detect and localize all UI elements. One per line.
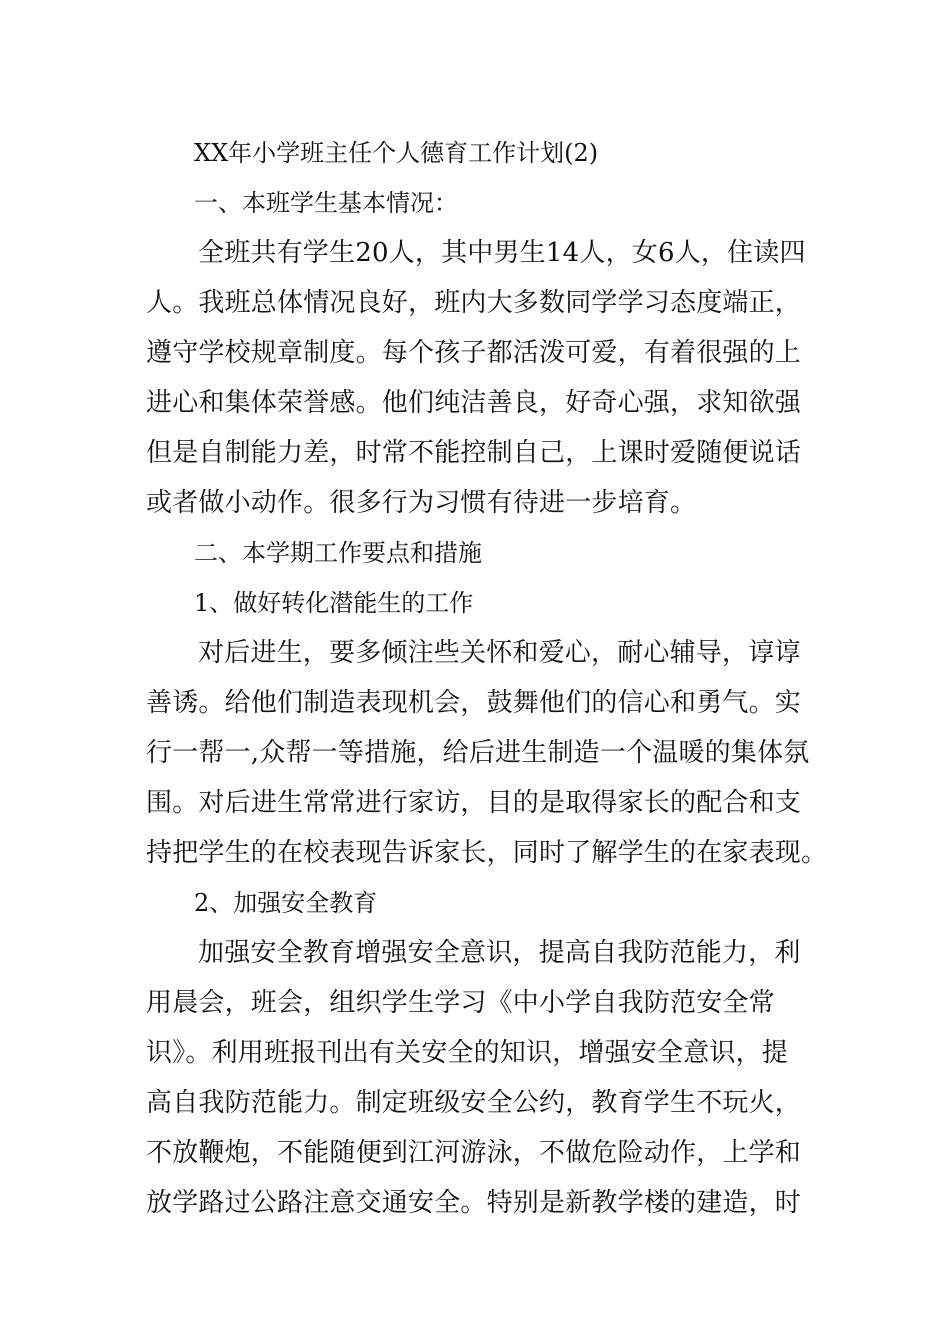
paragraph-line: 持把学生的在校表现告诉家长，同时了解学生的在家表现。 (146, 838, 828, 868)
paragraph-potential-students (146, 628, 828, 878)
paragraph-safety-education (146, 928, 806, 1228)
document-title: XX年小学班主任个人德育工作计划(2) (194, 139, 599, 167)
paragraph-line: 进心和集体荣誉感。他们纯洁善良，好奇心强，求知欲强 (146, 388, 802, 418)
paragraph-line: 全班共有学生20人，其中男生14人，女6人，住读四 (198, 238, 806, 268)
paragraph-line: 对后进生，要多倾注些关怀和爱心，耐心辅导，谆谆 (198, 638, 801, 668)
section-heading-basic-situation: 一、本班学生基本情况： (194, 189, 458, 217)
paragraph-line: 高自我防范能力。制定班级安全公约，教育学生不玩火， (146, 1088, 802, 1118)
document-body (146, 128, 828, 1228)
paragraph-line: 但是自制能力差，时常不能控制自己，上课时爱随便说话 (146, 438, 802, 468)
paragraph-line: 不放鞭炮，不能随便到江河游泳，不做危险动作，上学和 (146, 1138, 802, 1168)
paragraph-line: 围。对后进生常常进行家访，目的是取得家长的配合和支 (146, 788, 802, 818)
paragraph-line: 行一帮一,众帮一等措施，给后进生制造一个温暖的集体氛 (146, 738, 810, 768)
paragraph-line: 或者做小动作。很多行为习惯有待进一步培育。 (146, 488, 697, 518)
paragraph-line: 善诱。给他们制造表现机会，鼓舞他们的信心和勇气。实 (146, 688, 802, 718)
paragraph-line: 人。我班总体情况良好，班内大多数同学学习态度端正， (146, 288, 802, 318)
paragraph-line: 用晨会，班会，组织学生学习《中小学自我防范安全常 (146, 988, 775, 1018)
paragraph-line: 识》。利用班报刊出有关安全的知识，增强安全意识，提 (146, 1038, 789, 1068)
paragraph-line: 遵守学校规章制度。每个孩子都活泼可爱，有着很强的上 (146, 338, 802, 368)
paragraph-line: 加强安全教育增强安全意识，提高自我防范能力，利 (198, 938, 801, 968)
paragraph-class-situation (146, 228, 806, 528)
subheading-potential-students: 1、做好转化潜能生的工作 (194, 589, 474, 617)
paragraph-line: 放学路过公路注意交通安全。特别是新教学楼的建造，时 (146, 1188, 802, 1218)
section-heading-work-points: 二、本学期工作要点和措施 (194, 539, 482, 567)
subheading-safety-education: 2、加强安全教育 (194, 889, 378, 917)
